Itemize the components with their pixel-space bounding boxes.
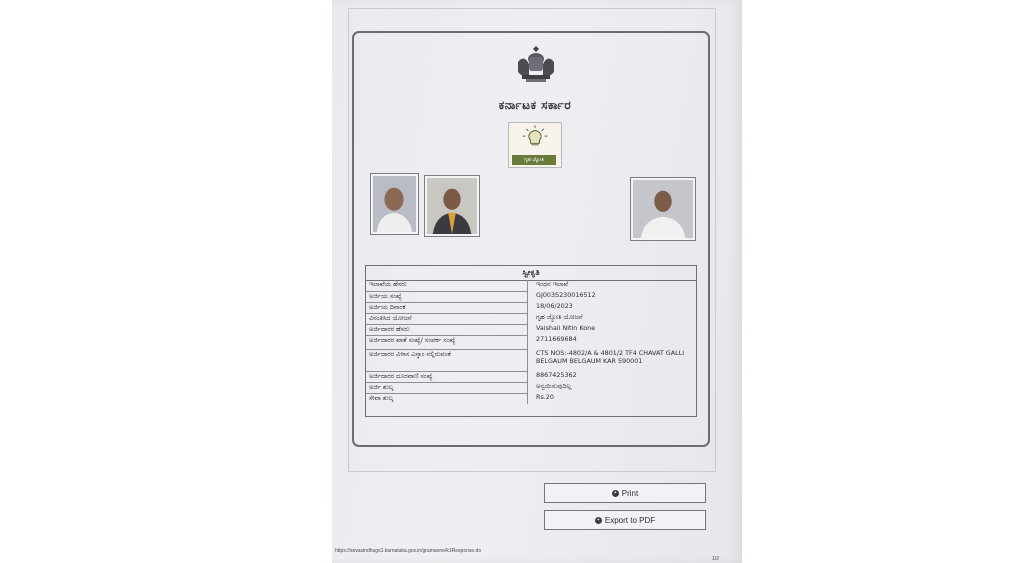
- row-label: ಅರ್ಜಿದಾರರ ವಿಳಾಸ ಎಸ್ಕಾಂ ನಲ್ಲಿರುವಂತೆ: [366, 349, 528, 371]
- government-title: ಕರ್ನಾಟಕ ಸರ್ಕಾರ: [498, 98, 572, 112]
- circle-plus-icon: +: [612, 490, 619, 497]
- portrait-photo-right: [630, 177, 696, 241]
- table-row: [366, 382, 696, 393]
- export-label: Export to PDF: [604, 515, 656, 525]
- table-row: [366, 349, 696, 371]
- acknowledgement-details: [365, 265, 697, 417]
- karnataka-emblem-icon: [512, 42, 560, 84]
- details-header: ಸ್ವೀಕೃತಿ: [366, 266, 696, 281]
- row-value: 2711669684: [536, 335, 577, 343]
- print-label: Print: [621, 488, 639, 498]
- table-row: [366, 280, 696, 291]
- table-row: [366, 393, 696, 404]
- row-label: ಸೇವಾ ಶುಲ್ಕ: [366, 393, 528, 404]
- row-value: Rs.20: [536, 393, 554, 401]
- bulb-icon: [509, 123, 561, 155]
- page-number: 1/2: [712, 556, 719, 562]
- row-label: ಅರ್ಜಿಯ ದಿನಾಂಕ: [366, 302, 528, 313]
- table-row: [366, 371, 696, 382]
- footer-url: https://sevasindhugs1.karnataka.gov.in/gramaone/k1Response.do: [335, 548, 482, 554]
- table-row: [366, 302, 696, 313]
- address-line-2: BELGAUM BELGAUM KAR 590001: [536, 357, 643, 365]
- export-pdf-button[interactable]: [544, 510, 706, 530]
- row-label: ಅರ್ಜಿದಾರರ ಹೆಸರು: [366, 324, 528, 335]
- scheme-logo: [508, 122, 562, 168]
- portrait-photo-middle: [424, 175, 480, 237]
- row-value: 18/06/2023: [536, 302, 573, 310]
- row-value: ಅನ್ವಯಿಸುವುದಿಲ್ಲ: [536, 382, 572, 390]
- row-label: ಇಲಾಖೆಯ ಹೆಸರು: [366, 280, 528, 291]
- table-row: [366, 335, 696, 349]
- table-row: [366, 324, 696, 335]
- row-value: GJ003S230016512: [536, 291, 596, 299]
- address-line-1: CTS NOS:-4802/A & 4801/2 TF4 CHAVAT GALLI: [536, 349, 685, 357]
- portrait-photo-left: [370, 173, 419, 235]
- row-label: ಅರ್ಜಿದಾರರ ದೂರವಾಣಿ ಸಂಖ್ಯೆ: [366, 371, 528, 382]
- table-row: [366, 291, 696, 302]
- scheme-label: ಗೃಹ ಜ್ಯೋತಿ: [512, 155, 556, 165]
- row-label: ವಿನಂತಿಸಿದ ಯೋಜನೆ: [366, 313, 528, 324]
- row-label: ಅರ್ಜಿಯ ಸಂಖ್ಯೆ: [366, 291, 528, 302]
- details-table: [366, 280, 696, 404]
- print-button[interactable]: [544, 483, 706, 503]
- row-value: 8867425362: [536, 371, 577, 379]
- circle-plus-icon: +: [595, 517, 602, 524]
- row-value: [528, 349, 697, 371]
- row-label: ಅರ್ಜಿ ಶುಲ್ಕ: [366, 382, 528, 393]
- table-row: [366, 313, 696, 324]
- row-value: Vaishali Nitin Kone: [536, 324, 596, 332]
- row-label: ಅರ್ಜಿದಾರರ ಖಾತೆ ಸಂಖ್ಯೆ/ ಸಂಪರ್ಕ ಸಂಖ್ಯೆ: [366, 335, 528, 349]
- row-value: ಗೃಹ ಜ್ಯೋತಿ ಯೋಜನೆ: [536, 313, 583, 321]
- row-value: ಇಂಧನ ಇಲಾಖೆ: [536, 280, 569, 288]
